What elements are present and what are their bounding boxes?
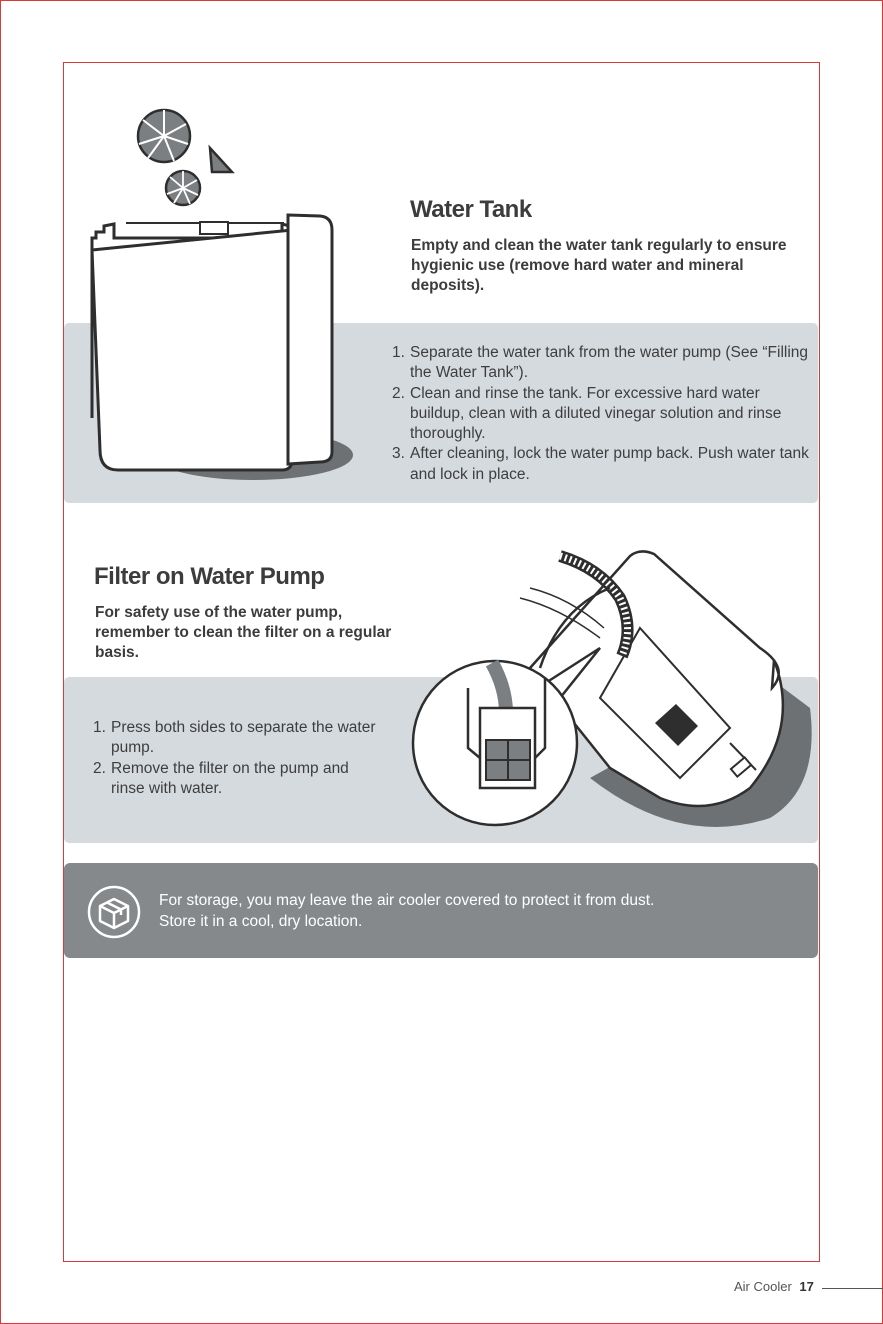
lemon-slice-icon xyxy=(138,110,232,205)
filter-pump-steps xyxy=(93,718,383,799)
step-text: Press both sides to separate the water pump. xyxy=(111,719,376,757)
list-item xyxy=(392,444,812,485)
step-number: 2. xyxy=(93,759,106,777)
water-tank-steps xyxy=(392,343,812,485)
water-pump-illustration xyxy=(410,548,820,838)
filter-pump-subtitle: For safety use of the water pump, remember to clean the filter on a regular basis. xyxy=(95,604,392,661)
step-number: 1. xyxy=(93,719,106,736)
step-number: 2. xyxy=(392,384,405,402)
step-text: Remove the filter on the pump and rinse with water. xyxy=(111,759,349,797)
water-tank-title: Water Tank xyxy=(410,196,532,223)
step-number: 1. xyxy=(392,344,405,361)
list-item xyxy=(392,343,812,384)
list-item xyxy=(93,718,383,759)
step-text: Clean and rinse the tank. For excessive hard water buildup, clean with a diluted vinegar solution and rinse thoroughly. xyxy=(410,384,782,443)
step-text: After cleaning, lock the water pump back. Push water tank and lock in place. xyxy=(410,445,809,483)
footer-rule xyxy=(822,1288,883,1289)
list-item xyxy=(93,759,383,800)
water-tank-illustration xyxy=(88,100,358,485)
step-number: 3. xyxy=(392,445,405,463)
box-icon xyxy=(86,884,142,940)
step-text: Separate the water tank from the water pump (See “Filling the Water Tank”). xyxy=(410,344,809,382)
list-item xyxy=(392,384,812,445)
page-number: 17 xyxy=(799,1279,814,1294)
filter-pump-title: Filter on Water Pump xyxy=(94,563,325,590)
storage-note-line: For storage, you may leave the air cooler covered to protect it from dust. xyxy=(159,892,655,909)
storage-note-line: Store it in a cool, dry location. xyxy=(159,912,363,930)
footer-section-label: Air Cooler xyxy=(734,1279,792,1294)
page-footer xyxy=(734,1279,814,1294)
water-tank-subtitle: Empty and clean the water tank regularly to ensure hygienic use (remove hard water and mineral deposits). xyxy=(411,237,787,294)
storage-note-text xyxy=(159,891,799,932)
